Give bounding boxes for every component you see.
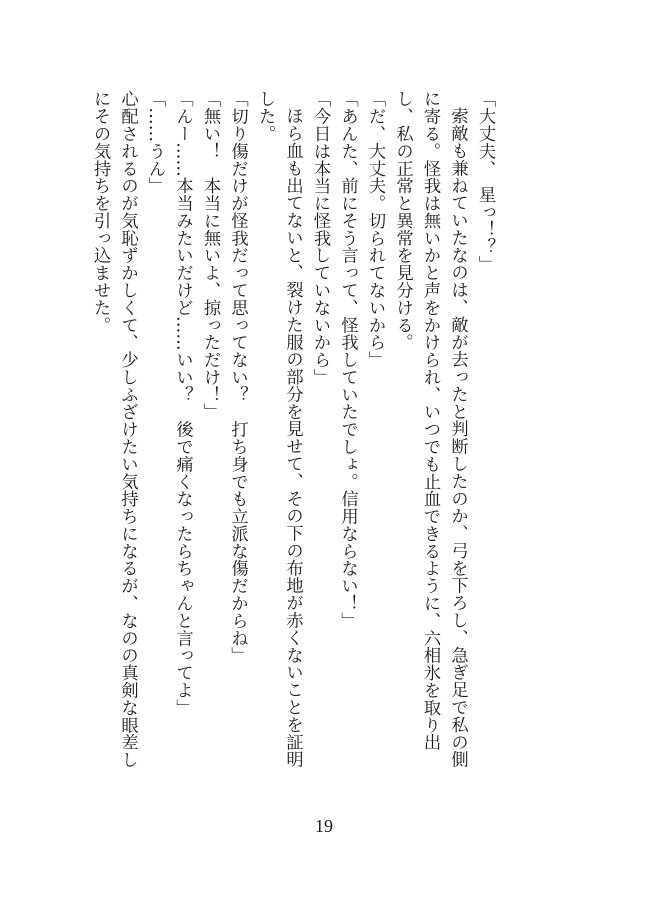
- narration-paragraph: ほら血も出てないと、裂けた服の部分を見せて、その下の布地が赤くないことを証明した。: [255, 90, 303, 769]
- narration-paragraph: 心配されるのが気恥ずかしくて、少しふざけたい気持ちになるが、なのの真剣な眼差しにその気持ちを引っ込ませた。: [90, 90, 138, 769]
- dialogue-line: 「……うん」: [145, 90, 165, 195]
- page-number: 19: [315, 816, 333, 836]
- dialogue-line: 「んー……本当みたいだけど……いい？ 後で痛くなったらちゃんと言ってよ」: [172, 90, 193, 717]
- narration-paragraph: 索敵も兼ねていたなのは、敵が去ったと判断したのか、弓を下ろし、急ぎ足で私の側に寄る。怪我は無いかと声をかけられ、いつでも止血できるように、六相氷を取り出し、私の正常と異常を見分ける。: [392, 90, 468, 769]
- vertical-text-body: [78, 90, 498, 780]
- dialogue-line: 「今日は本当に怪我していないから」: [310, 90, 330, 386]
- dialogue-line: 「だ、大丈夫。切られてないから」: [365, 90, 385, 369]
- dialogue-line: 「切り傷だけが怪我だって思ってない？ 打ち身でも立派な傷だからね」: [227, 90, 248, 664]
- dialogue-line: 「無い！ 本当に無いよ、掠っただけ！」: [200, 90, 220, 421]
- dialogue-line: 「あんた、前にそう言って、怪我していたでしょ。信用ならない！」: [337, 90, 358, 630]
- dialogue-line: 「大丈夫、 星っ！？」: [475, 90, 495, 273]
